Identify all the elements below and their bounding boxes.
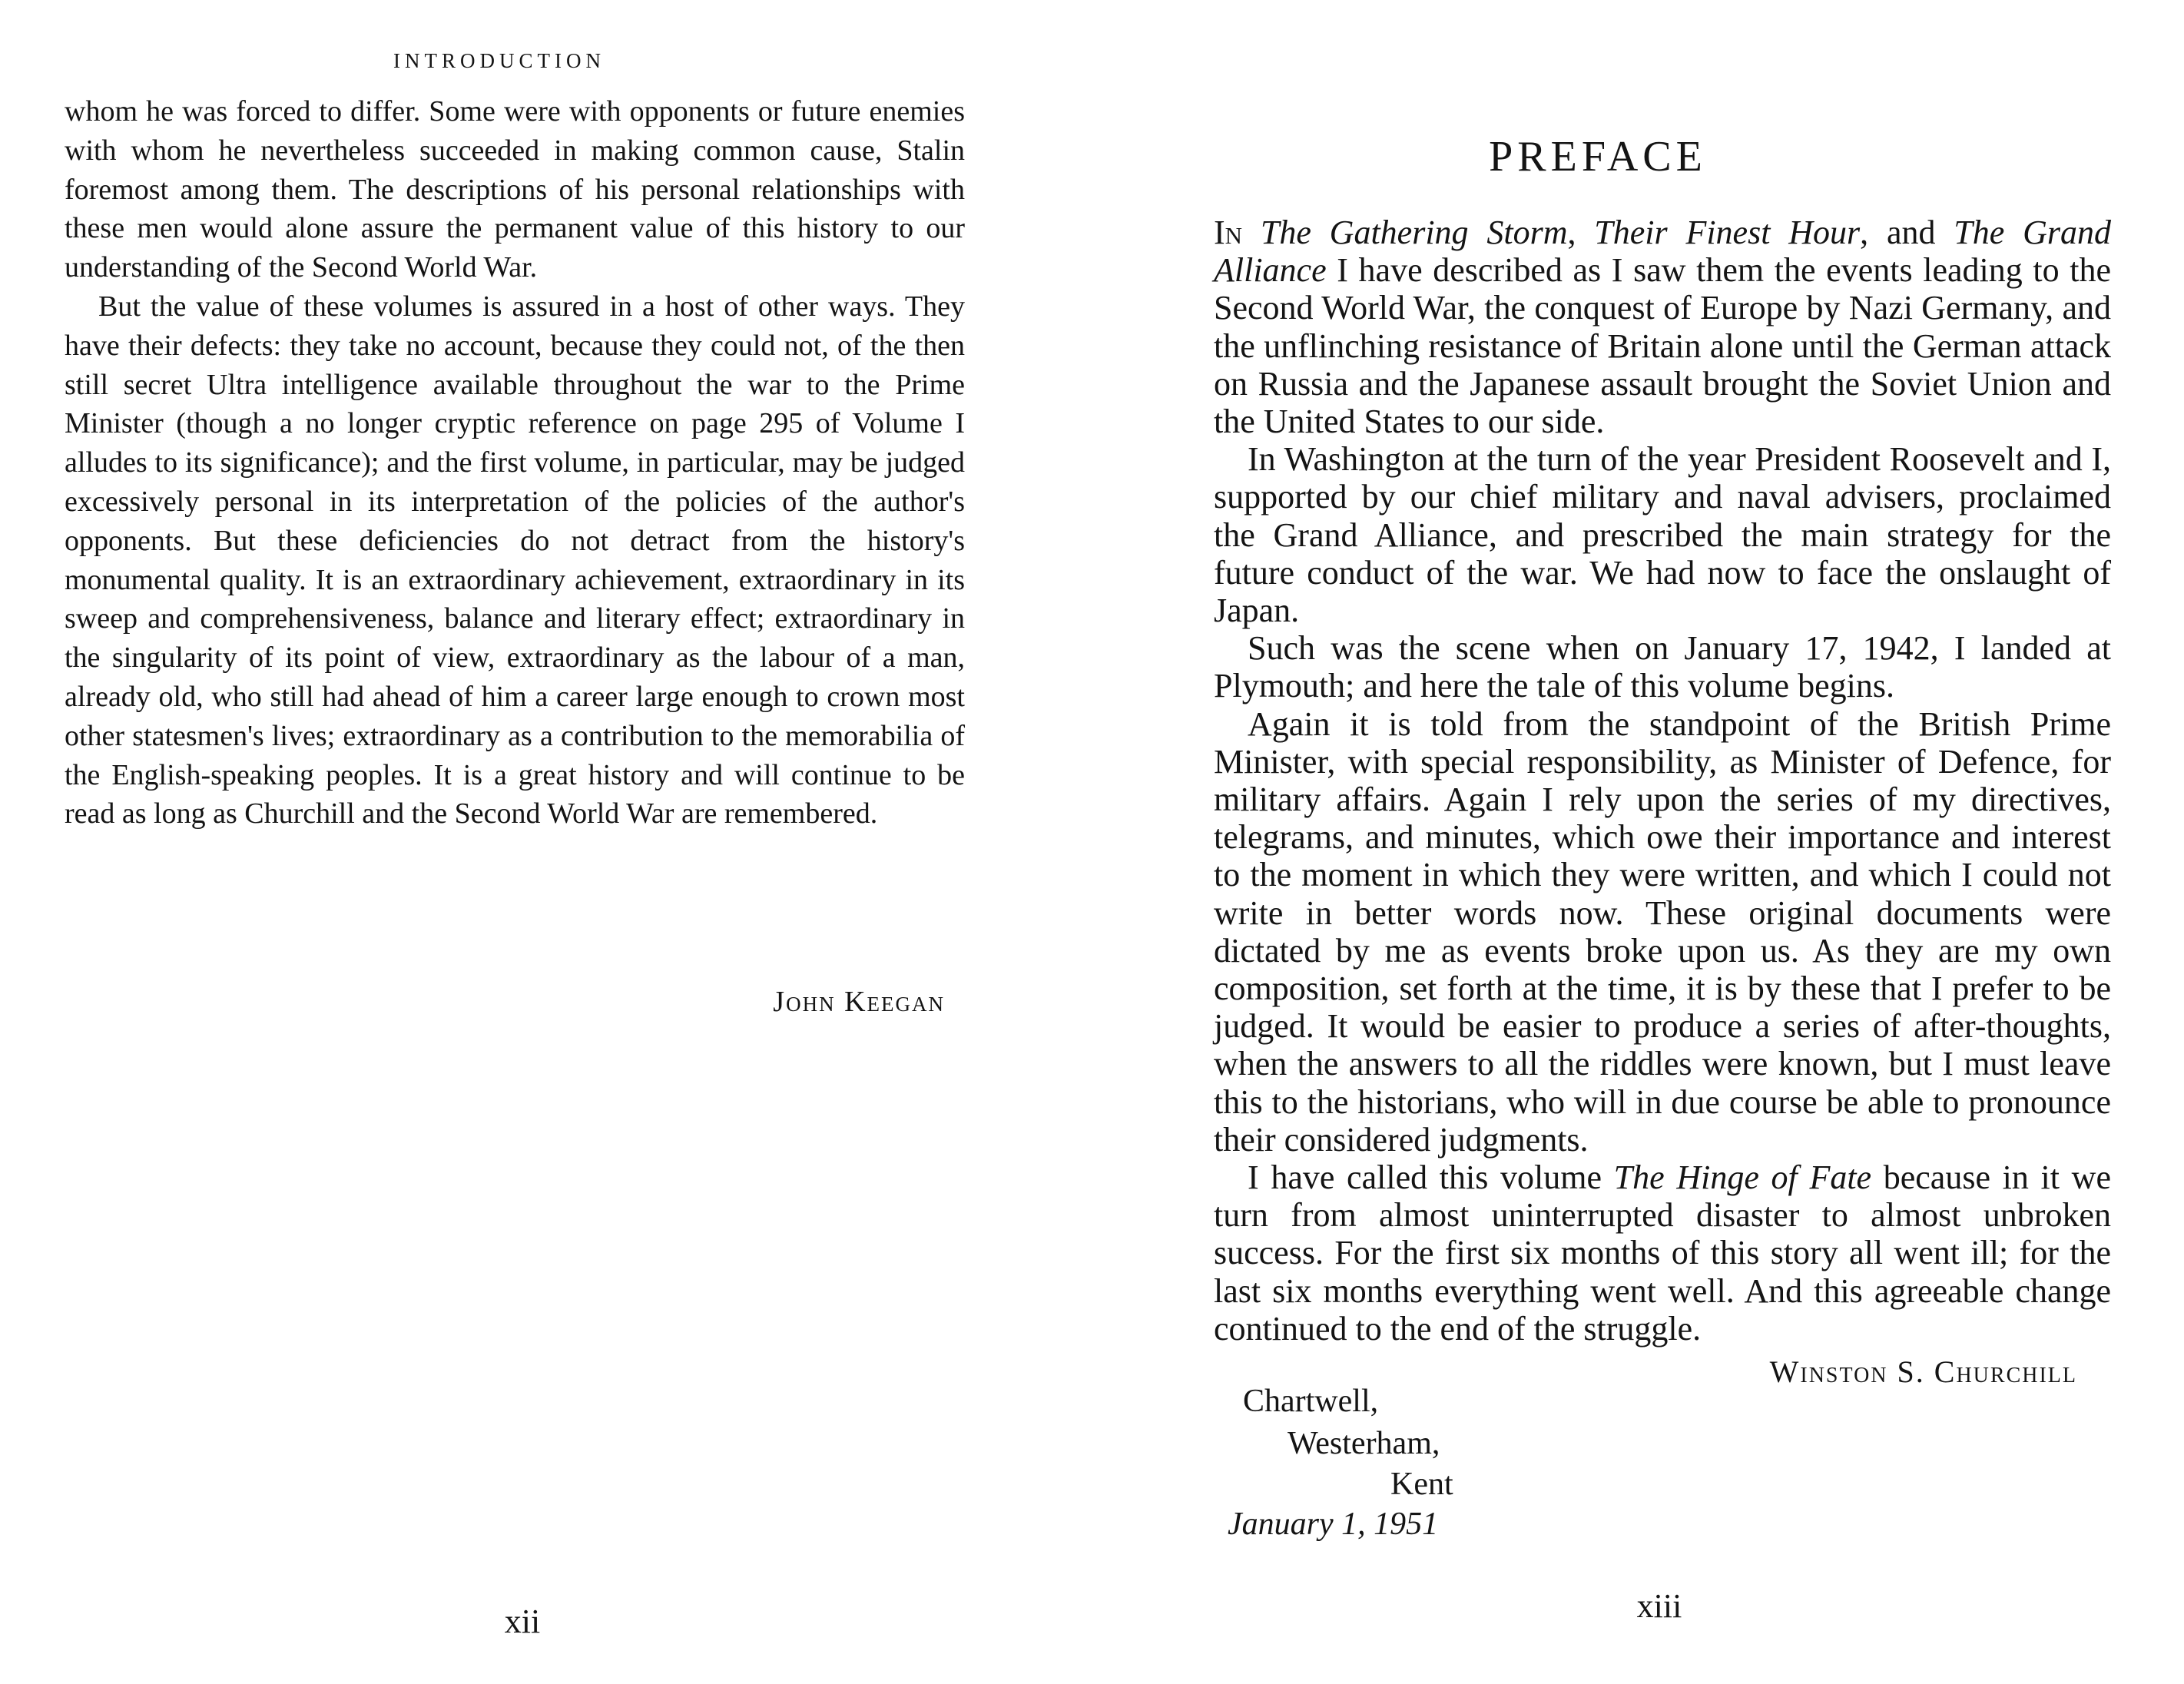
address-line: Westerham, [1288, 1426, 1440, 1461]
book-title: Their Finest Hour [1594, 214, 1861, 251]
text-fragment: I have described as I saw them the events leading to the Second World War, the conquest of Europe by Nazi Germany, and the unflinching resistance of Britain alone until the German attack on Russia and the Japanese assault brought the Soviet Union and the United States to our side. [1214, 251, 2111, 441]
introduction-text [65, 92, 965, 834]
book-title: The Gathering Storm [1260, 214, 1568, 251]
left-page [0, 0, 1022, 1684]
text-fragment: , [1567, 214, 1595, 251]
text-fragment: I have called this volume [1248, 1159, 1614, 1197]
introduction-paragraph-2: But the value of these volumes is assured in a host of other ways. They have their defects: they take no account, because they could not, of the then still secret Ultra intelligence available throughout the war to the Prime Minister (though a no longer cryptic reference on page 295 of Volume I alludes to its significance); and the first volume, in particular, may be judged excessively personal in its interpretation of the policies of the author's opponents. But these deficiencies do not detract from the history's monumental quality. It is an extraordinary achievement, extraordinary in its sweep and comprehensiveness, balance and literary effect; extraordinary in the singularity of its point of view, extraordinary as the labour of a man, already old, who still had ahead of him a career large enough to crown most other statesmen's lives; extraordinary as a contribution to the memorabilia of the English-speaking peoples. It is a great history and will continue to be read as long as Churchill and the Second World War are remembered. [65, 290, 965, 830]
text-fragment: , and [1860, 214, 1954, 251]
book-title: The Hinge of Fate [1613, 1159, 1872, 1197]
address-line: Chartwell, [1243, 1384, 1379, 1419]
page-title: PREFACE [1489, 133, 1707, 181]
preface-text [1214, 214, 2111, 1348]
page-number-left: xii [504, 1603, 541, 1640]
address-line: Kent [1390, 1467, 1453, 1502]
preface-paragraph-5 [1214, 1159, 2111, 1348]
right-page [1091, 0, 2184, 1684]
page-number-right: xiii [1636, 1587, 1682, 1625]
book-title: The Grand Alliance [1214, 214, 2112, 290]
preface-signature: Winston S. Churchill [1769, 1354, 2077, 1389]
drop-word: In [1214, 214, 1243, 251]
preface-date: January 1, 1951 [1228, 1507, 1439, 1542]
text-fragment: because in it we turn from almost uninterrupted disaster to almost unbroken success. For the first six months of this story all went ill; for the last six months everything went well. And this agreeable change continued to the end of the struggle. [1214, 1159, 2111, 1348]
preface-paragraph-1 [1214, 214, 2111, 440]
preface-paragraph-2: In Washington at the turn of the year President Roosevelt and I, supported by our chief military and naval advisers, proclaimed the Grand Alliance, and prescribed the main strategy for the future conduct of the war. We had now to face the onslaught of Japan. [1214, 440, 2111, 630]
running-head: INTRODUCTION [393, 49, 605, 72]
preface-paragraph-3: Such was the scene when on January 17, 1942, I landed at Plymouth; and here the tale of this volume begins. [1214, 629, 2111, 705]
preface-paragraph-4: Again it is told from the standpoint of the British Prime Minister, with special responsibility, as Minister of Defence, for military affairs. Again I rely upon the series of my directives, telegrams, and minutes, which owe their importance and interest to the moment in which they were written, and which I could not write in better words now. These original documents were dictated by me as events broke upon us. As they are my own composition, set forth at the time, it is by these that I prefer to be judged. It would be easier to produce a series of after-thoughts, when the answers to all the riddles were known, but I must leave this to the historians, who will in due course be able to pronounce their considered judgments. [1214, 704, 2111, 1159]
introduction-paragraph-1: whom he was forced to differ. Some were with opponents or future enemies with whom he nevertheless succeeded in making common cause, Stalin foremost among them. The descriptions of his personal relationships with these men would alone assure the permanent value of this history to our understanding of the Second World War. [65, 95, 965, 284]
introduction-signature: John Keegan [773, 986, 945, 1018]
